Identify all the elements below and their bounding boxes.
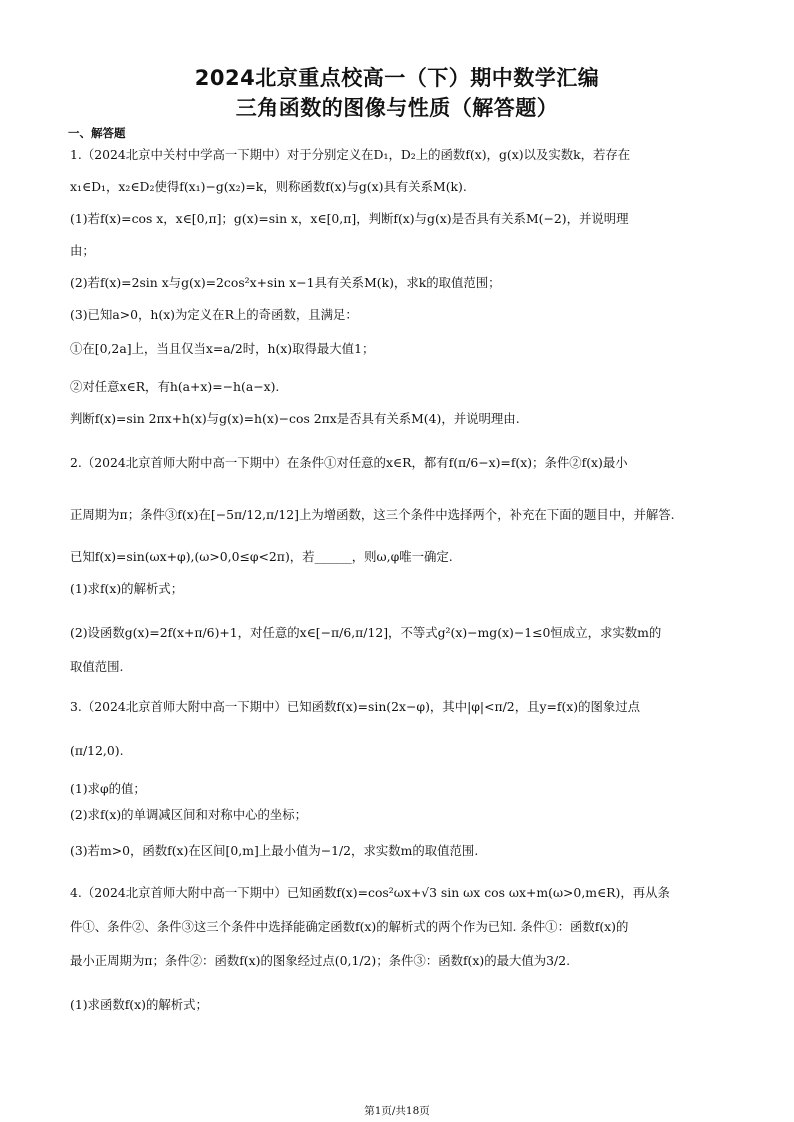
text-line: (1)若f(x)=cos x，x∈[0,π]；g(x)=sin x，x∈[0,π]，判断f(x)与g(x)是否具有关系M(−2)，并说明理 (70, 211, 629, 226)
text-line: (π/12,0). (70, 743, 124, 758)
text-line: (2)求f(x)的单调减区间和对称中心的坐标； (70, 807, 308, 822)
text-line: 取值范围. (70, 659, 124, 674)
text-line: (1)求函数f(x)的解析式； (70, 997, 208, 1012)
text-line: 最小正周期为π；条件②：函数f(x)的图象经过点(0,1/2)；条件③：函数f(x)的最大值为3/2. (70, 953, 571, 968)
text-line: x₁∈D₁，x₂∈D₂使得f(x₁)−g(x₂)=k，则称函数f(x)与g(x)具有关系M(k). (70, 179, 467, 194)
text-line: 3.（2024北京首师大附中高一下期中）已知函数f(x)=sin(2x−φ)，其中|φ|<π/2，且y=f(x)的图象过点 (70, 699, 641, 714)
document-subtitle: 三角函数的图像与性质（解答题） (235, 96, 559, 120)
text-line: (1)求f(x)的解析式； (70, 581, 184, 596)
text-line: 正周期为π；条件③f(x)在[−5π/12,π/12]上为增函数，这三个条件中选择两个，补充在下面的题目中，并解答. (70, 507, 675, 522)
text-line: 由； (70, 243, 95, 258)
text-line: (2)设函数g(x)=2f(x+π/6)+1，对任意的x∈[−π/6,π/12]，不等式g²(x)−mg(x)−1≤0恒成立，求实数m的 (70, 625, 662, 640)
text-line: (2)若f(x)=2sin x与g(x)=2cos²x+sin x−1具有关系M(k)，求k的取值范围； (70, 275, 501, 290)
text-line: ②对任意x∈R，有h(a+x)=−h(a−x). (70, 379, 280, 394)
text-line: 1.（2024北京中关村中学高一下期中）对于分别定义在D₁，D₂上的函数f(x)，g(x)以及实数k，若存在 (70, 147, 631, 162)
text-line: 2.（2024北京首师大附中高一下期中）在条件①对任意的x∈R，都有f(π/6−x)=f(x)；条件②f(x)最小 (70, 455, 628, 470)
text-line: 4.（2024北京首师大附中高一下期中）已知函数f(x)=cos²ωx+√3 sin ωx cos ωx+m(ω>0,m∈R)，再从条 (70, 885, 670, 900)
text-line: (3)若m>0，函数f(x)在区间[0,m]上最小值为−1/2，求实数m的取值范围. (70, 843, 479, 858)
text-line: (3)已知a>0，h(x)为定义在R上的奇函数，且满足： (70, 307, 358, 322)
text-line: 判断f(x)=sin 2πx+h(x)与g(x)=h(x)−cos 2πx是否具有关系M(4)，并说明理由. (70, 411, 520, 426)
text-line: (1)求φ的值； (70, 781, 146, 796)
text-line: 已知f(x)=sin(ωx+φ),(ω>0,0≤φ<2π)，若______，则ω,φ唯一确定. (70, 549, 453, 564)
page-footer: 第1页/共18页 (364, 1105, 430, 1117)
text-line: ①在[0,2a]上，当且仅当x=a/2时，h(x)取得最大值1； (70, 341, 375, 356)
document-title: 2024北京重点校高一（下）期中数学汇编 (194, 66, 600, 90)
text-line: 件①、条件②、条件③这三个条件中选择能确定函数f(x)的解析式的两个作为已知. 条件①：函数f(x)的 (70, 919, 629, 934)
section-heading: 一、解答题 (68, 126, 126, 140)
